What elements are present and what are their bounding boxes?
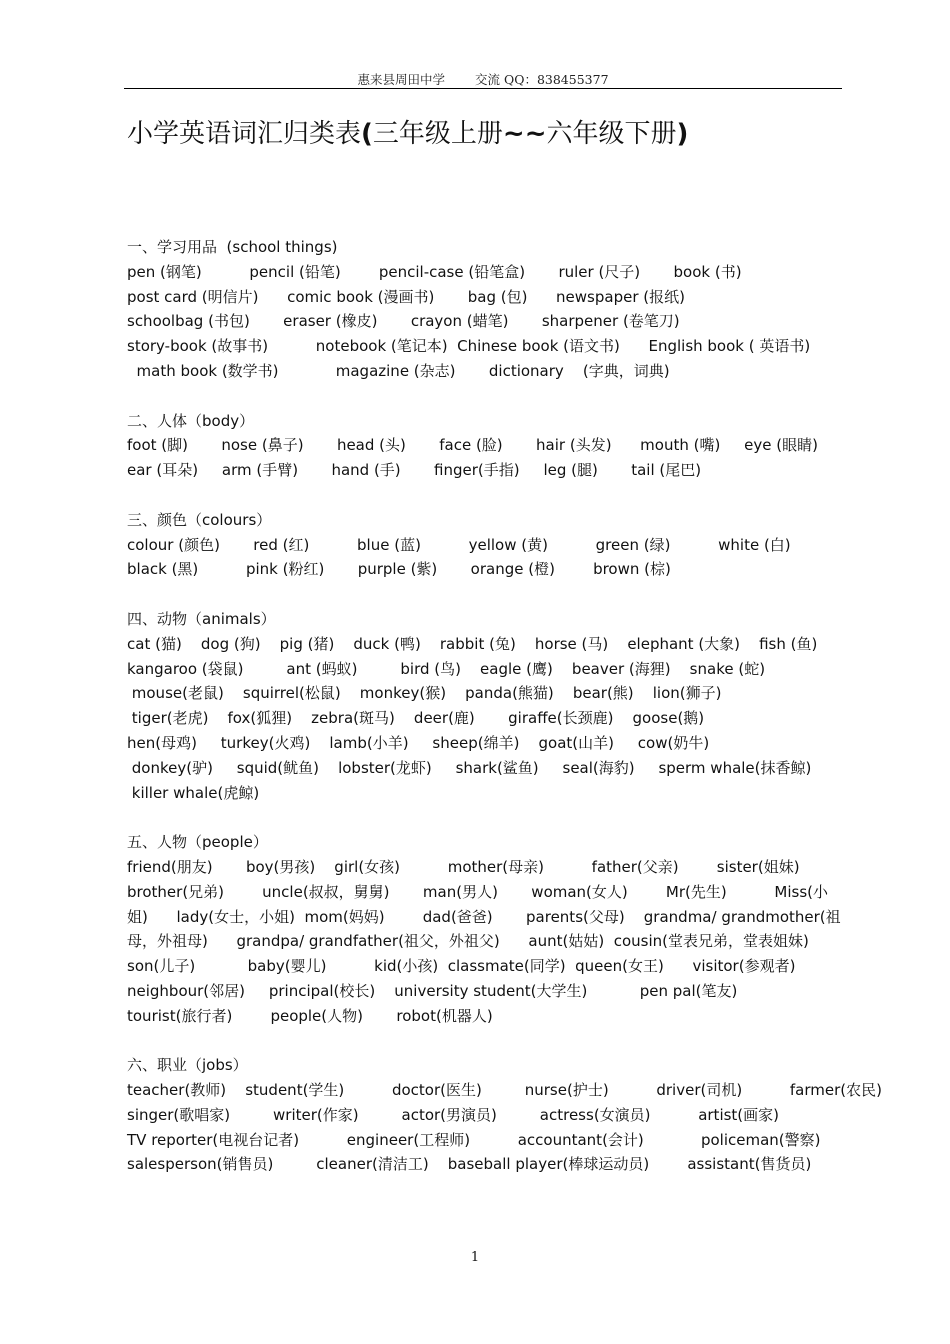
section-heading: 六、职业（jobs） xyxy=(127,1056,248,1075)
vocab-row: killer whale(虎鲸) xyxy=(127,783,260,802)
header-contact: 交流 QQ：838455377 xyxy=(474,72,609,87)
header-school: 惠来县周田中学 xyxy=(357,72,445,87)
vocab-row: mouse(老鼠) squirrel(松鼠) monkey(猴) panda(熊猫) bear(熊) lion(狮子) xyxy=(127,684,722,703)
vocab-row: story-book (故事书) notebook (笔记本) Chinese book (语文书) English book ( 英语书) xyxy=(127,337,811,356)
vocab-row: salesperson(销售员) cleaner(清洁工) baseball player(棒球运动员) assistant(售货员) xyxy=(127,1155,812,1174)
section-heading: 三、颜色（colours） xyxy=(127,510,272,529)
section-school-things xyxy=(127,235,847,384)
section-heading: 五、人物（people） xyxy=(127,833,268,852)
vocab-row: ear (耳朵) arm (手臂) hand (手) finger(手指) leg (腿) tail (尾巴) xyxy=(127,461,702,480)
vocab-row: singer(歌唱家) writer(作家) actor(男演员) actress(女演员) artist(画家) xyxy=(127,1105,780,1124)
vocab-row: colour (颜色) red (红) blue (蓝) yellow (黄) green (绿) white (白) xyxy=(127,535,791,554)
vocab-row: foot (脚) nose (鼻子) head (头) face (脸) hair (头发) mouth (嘴) eye (眼睛) xyxy=(127,436,818,455)
title-grade-end: 六年级下册 xyxy=(546,119,677,149)
title-text: 小学英语词汇归类表 xyxy=(127,119,362,149)
section-heading: 二、人体（body） xyxy=(127,411,255,430)
vocab-row: black (黑) pink (粉红) purple (紫) orange (橙) brown (棕) xyxy=(127,560,671,579)
vocab-content xyxy=(127,235,882,1202)
vocab-row: cat (猫) dog (狗) pig (猪) duck (鸭) rabbit (兔) horse (马) elephant (大象) fish (鱼) xyxy=(127,634,818,653)
vocab-row: hen(母鸡) turkey(火鸡) lamb(小羊) sheep(绵羊) goat(山羊) cow(奶牛) xyxy=(127,733,710,752)
vocab-row: brother(兄弟) uncle(叔叔，舅舅) man(男人) woman(女人) Mr(先生) Miss(小 xyxy=(127,882,828,901)
section-animals xyxy=(127,607,847,805)
vocab-row: donkey(驴) squid(鱿鱼) lobster(龙虾) shark(鲨鱼) seal(海豹) sperm whale(抹香鲸) xyxy=(127,758,812,777)
section-colours xyxy=(127,508,847,582)
page-number: 1 xyxy=(470,1250,480,1265)
vocab-row: pen (钢笔) pencil (铅笔) pencil-case (铅笔盒) ruler (尺子) book (书) xyxy=(127,262,742,281)
title-tilde: ~~ xyxy=(502,119,547,149)
vocab-row: tiger(老虎) fox(狐狸) zebra(斑马) deer(鹿) giraffe(长颈鹿) goose(鹅) xyxy=(127,709,705,728)
section-heading: 一、学习用品 (school things) xyxy=(127,238,338,256)
title-paren-close: ) xyxy=(676,119,689,149)
section-heading: 四、动物（animals） xyxy=(127,609,276,628)
vocab-row: schoolbag (书包) eraser (橡皮) crayon (蜡笔) sharpener (卷笔刀) xyxy=(127,312,680,331)
vocab-row: kangaroo (袋鼠) ant (蚂蚁) bird (鸟) eagle (鹰) beaver (海狸) snake (蛇) xyxy=(127,659,766,678)
vocab-row: 母，外祖母) grandpa/ grandfather(祖父，外祖父) aunt(姑姑) cousin(堂表兄弟，堂表姐妹) xyxy=(127,932,809,951)
vocab-row: neighbour(邻居) principal(校长) university student(大学生) pen pal(笔友) xyxy=(127,981,738,1000)
section-jobs xyxy=(127,1053,882,1177)
page-title xyxy=(127,113,688,150)
page-header xyxy=(124,70,842,88)
vocab-row: 姐) lady(女士，小姐) mom(妈妈) dad(爸爸) parents(父母) grandma/ grandmother(祖 xyxy=(127,907,841,926)
header-rule xyxy=(124,88,842,89)
vocab-row: TV reporter(电视台记者) engineer(工程师) accountant(会计) policeman(警察) xyxy=(127,1130,821,1149)
vocab-row: friend(朋友) boy(男孩) girl(女孩) mother(母亲) father(父亲) sister(姐妹) xyxy=(127,857,800,876)
vocab-row: post card (明信片) comic book (漫画书) bag (包) newspaper (报纸) xyxy=(127,287,685,306)
vocab-row: teacher(教师) student(学生) doctor(医生) nurse(护士) driver(司机) farmer(农民) xyxy=(127,1081,882,1100)
title-grade-start: 三年级上册 xyxy=(372,119,503,149)
section-people xyxy=(127,830,847,1028)
vocab-row: math book (数学书) magazine (杂志) dictionary (字典，词典) xyxy=(127,361,670,380)
vocab-row: tourist(旅行者) people(人物) robot(机器人) xyxy=(127,1006,493,1025)
vocab-row: son(儿子) baby(婴儿) kid(小孩) classmate(同学) queen(女王) visitor(参观者) xyxy=(127,957,796,976)
title-paren-open: ( xyxy=(361,119,373,149)
section-body xyxy=(127,409,847,483)
